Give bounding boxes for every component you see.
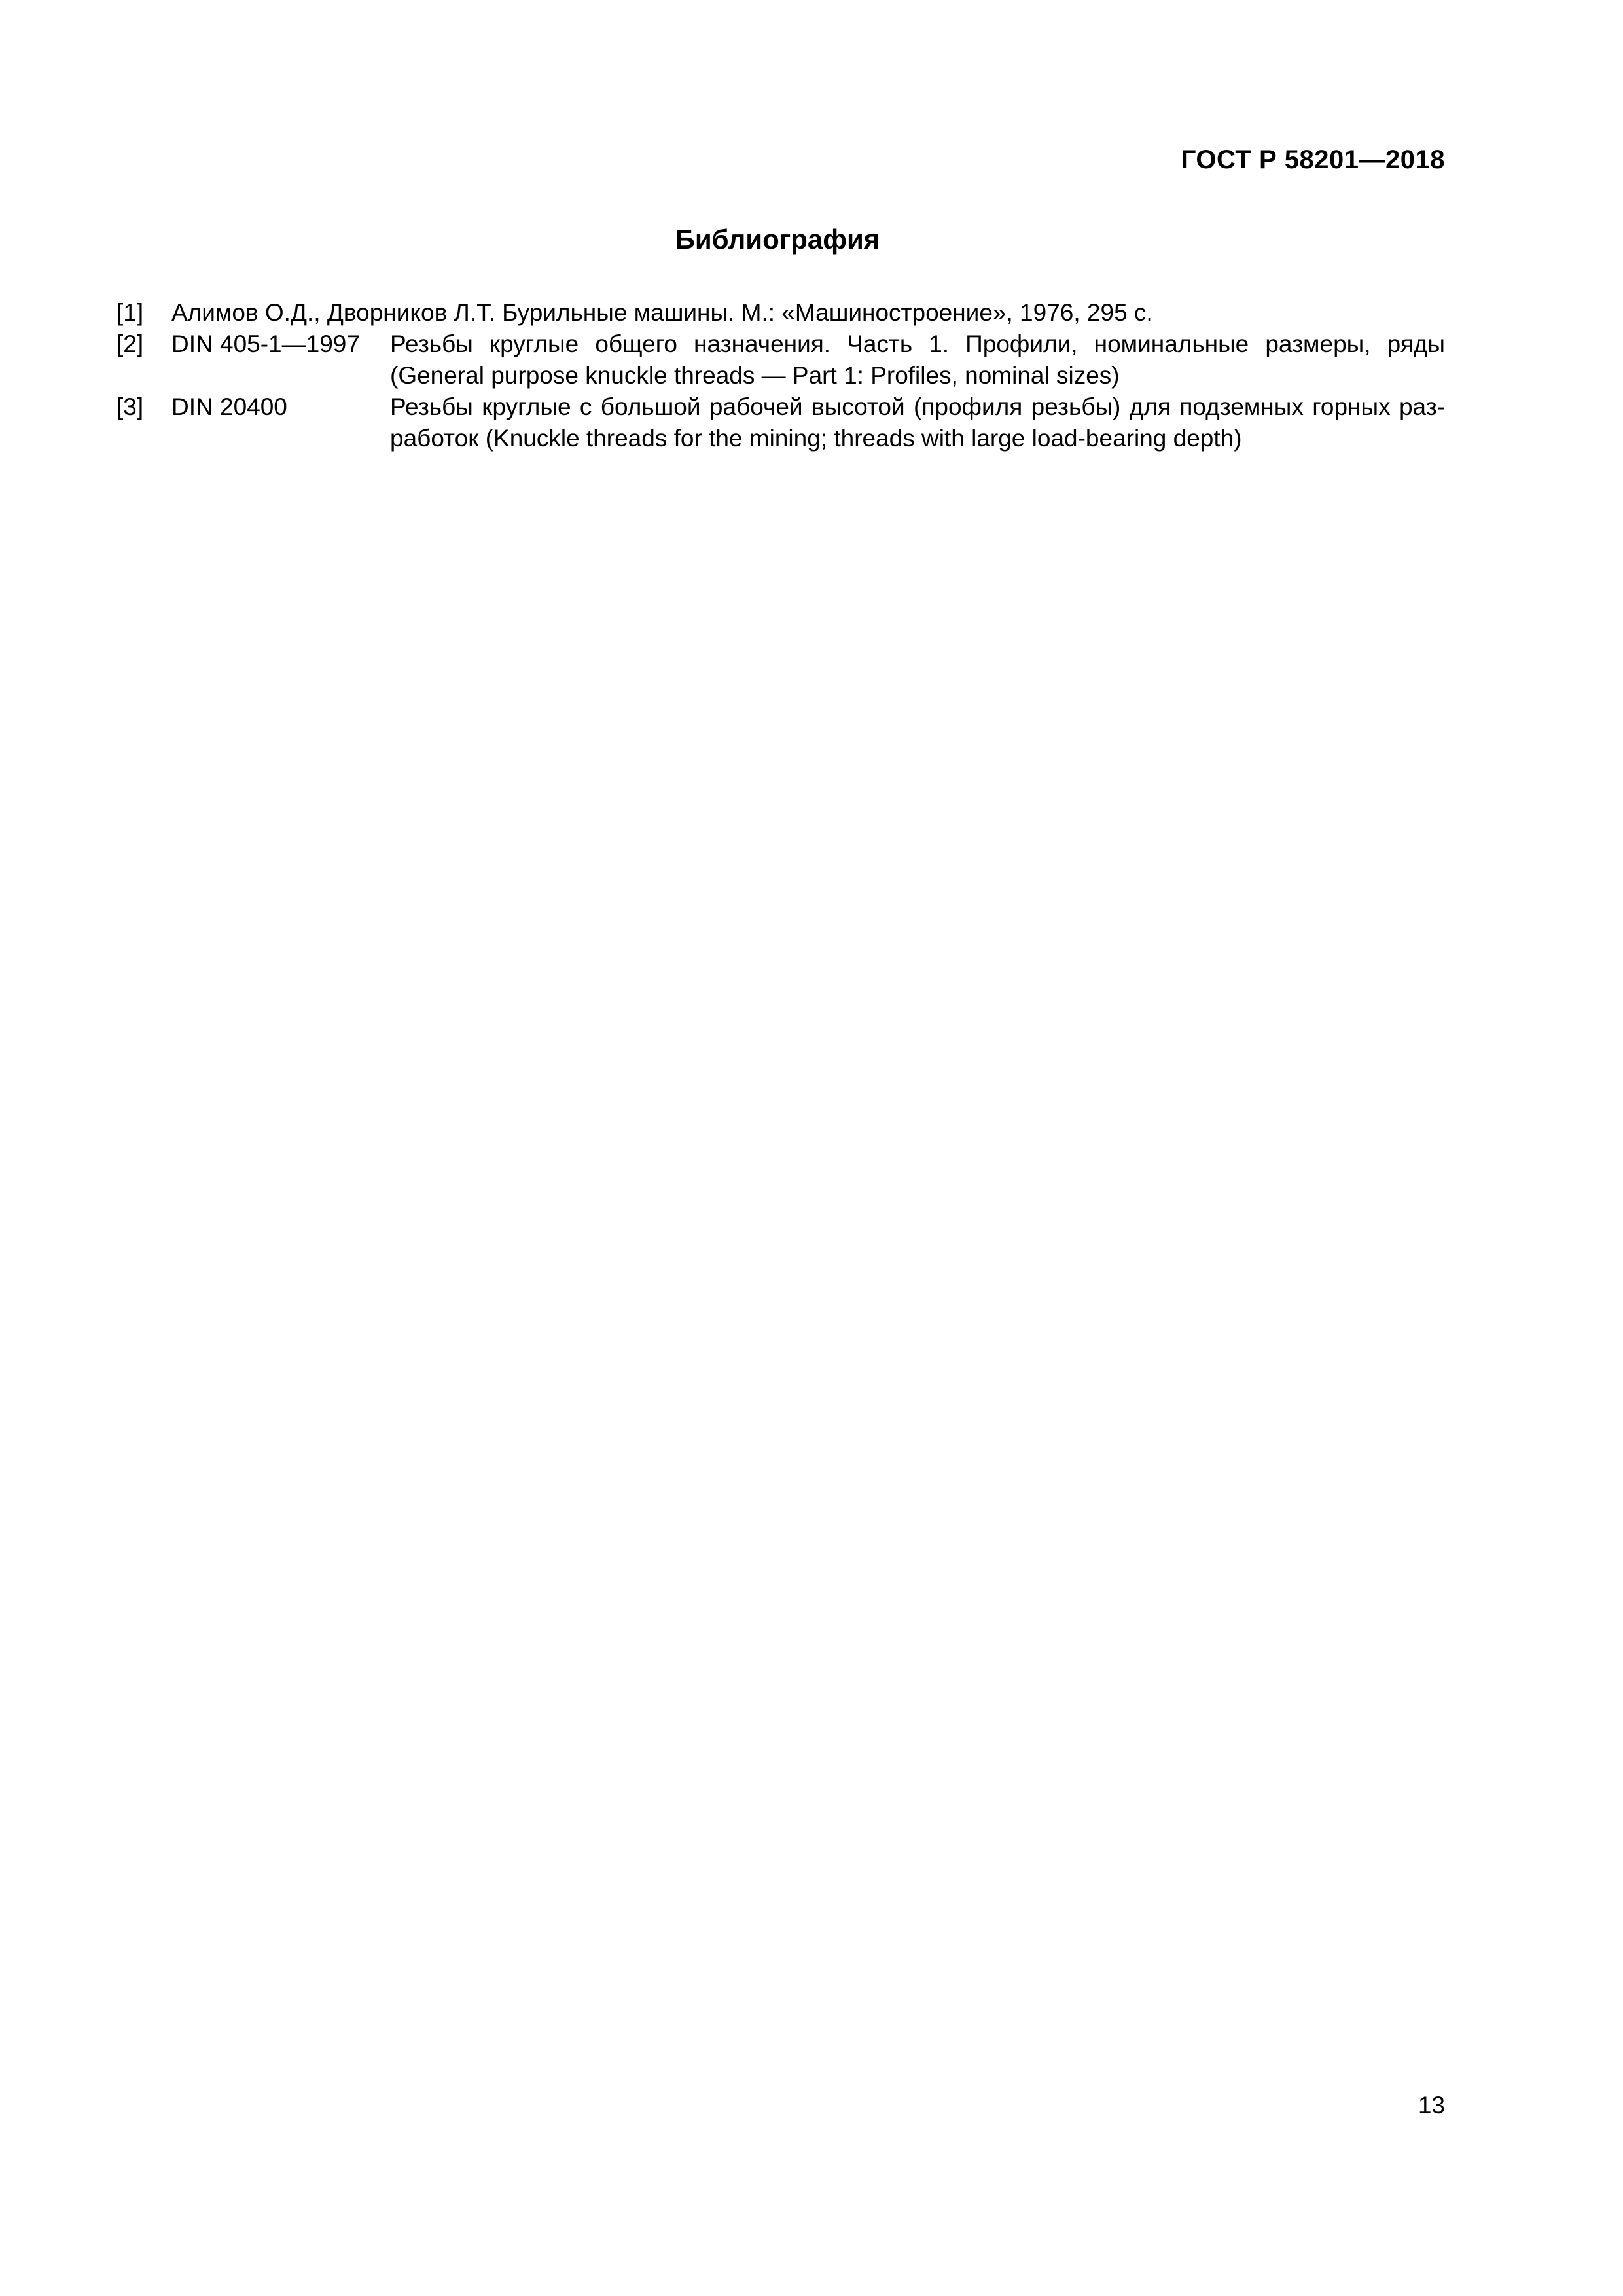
entry-code: DIN 20400 (171, 393, 287, 420)
entry-description: Резьбы круглые общего назначения. Часть 1. Профили, номинальные размеры, ряды (General purpose knuckle threads — Part 1: Profiles, nominal sizes) (390, 331, 1445, 389)
bibliography-entry-2 (116, 329, 1445, 391)
bibliography-entry-1 (116, 297, 1445, 329)
bibliography-list (116, 297, 1445, 454)
entry-number: [3] (116, 393, 144, 420)
bibliography-entry-3 (116, 391, 1445, 454)
entry-code: DIN 405-1—1997 (171, 331, 360, 357)
entry-description: Резьбы круглые с большой рабочей высотой (профиля резьбы) для подземных горных разработок (Knuckle threads for the mining; threads with large load-bearing depth) (390, 393, 1445, 452)
entry-text: Алимов О.Д., Дворников Л.Т. Бурильные машины. М.: «Машиностроение», 1976, 295 с. (171, 299, 1153, 326)
entry-number: [1] (116, 299, 144, 326)
entry-number: [2] (116, 331, 144, 357)
standard-number: ГОСТ Р 58201—2018 (1181, 145, 1445, 174)
page-number: 13 (1418, 2092, 1445, 2119)
bibliography-title: Библиография (675, 224, 880, 255)
